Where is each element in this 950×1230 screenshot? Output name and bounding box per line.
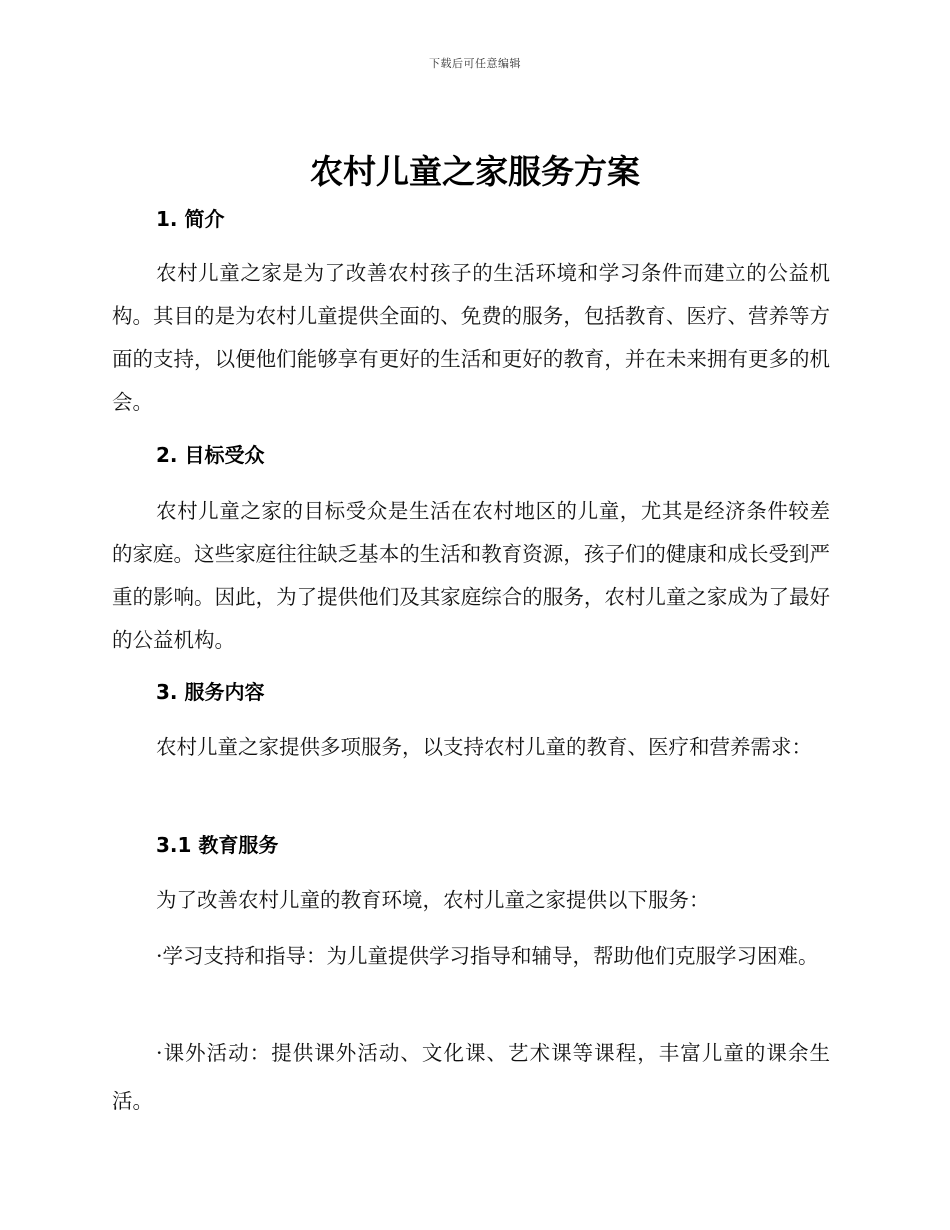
header-note: 下载后可任意编辑: [429, 57, 521, 70]
bullet-text: 课外活动：提供课外活动、文化课、艺术课等课程，丰富儿童的课余生活。: [112, 1041, 830, 1113]
section-heading-services: 3. 服务内容: [156, 680, 265, 704]
section-paragraph-services: 农村儿童之家提供多项服务，以支持农村儿童的教育、医疗和营养需求：: [156, 735, 812, 759]
section-paragraph-education: 为了改善农村儿童的教育环境，农村儿童之家提供以下服务：: [156, 888, 710, 912]
bullet-text: 学习支持和指导：为儿童提供学习指导和辅导，帮助他们克服学习困难。: [162, 944, 819, 968]
bullet-marker: ·: [156, 1041, 163, 1065]
education-bullet-1: [112, 932, 830, 980]
section-heading-education: 3.1 教育服务: [156, 833, 279, 857]
education-bullet-2: [112, 1029, 830, 1125]
section-paragraph-audience: 农村儿童之家的目标受众是生活在农村地区的儿童，尤其是经济条件较差的家庭。这些家庭往往缺乏基本的生活和教育资源，孩子们的健康和成长受到严重的影响。因此，为了提供他们及其家庭综合的服务，农村儿童之家成为了最好的公益机构。: [112, 499, 830, 652]
section-heading-audience: 2. 目标受众: [156, 443, 265, 467]
section-paragraph-intro: 农村儿童之家是为了改善农村孩子的生活环境和学习条件而建立的公益机构。其目的是为农村儿童提供全面的、免费的服务，包括教育、医疗、营养等方面的支持，以便他们能够享有更好的生活和更好的教育，并在未来拥有更多的机会。: [112, 261, 830, 414]
section-heading-intro: 1. 简介: [156, 207, 225, 231]
document-title: 农村儿童之家服务方案: [310, 152, 640, 191]
bullet-marker: ·: [156, 944, 163, 968]
